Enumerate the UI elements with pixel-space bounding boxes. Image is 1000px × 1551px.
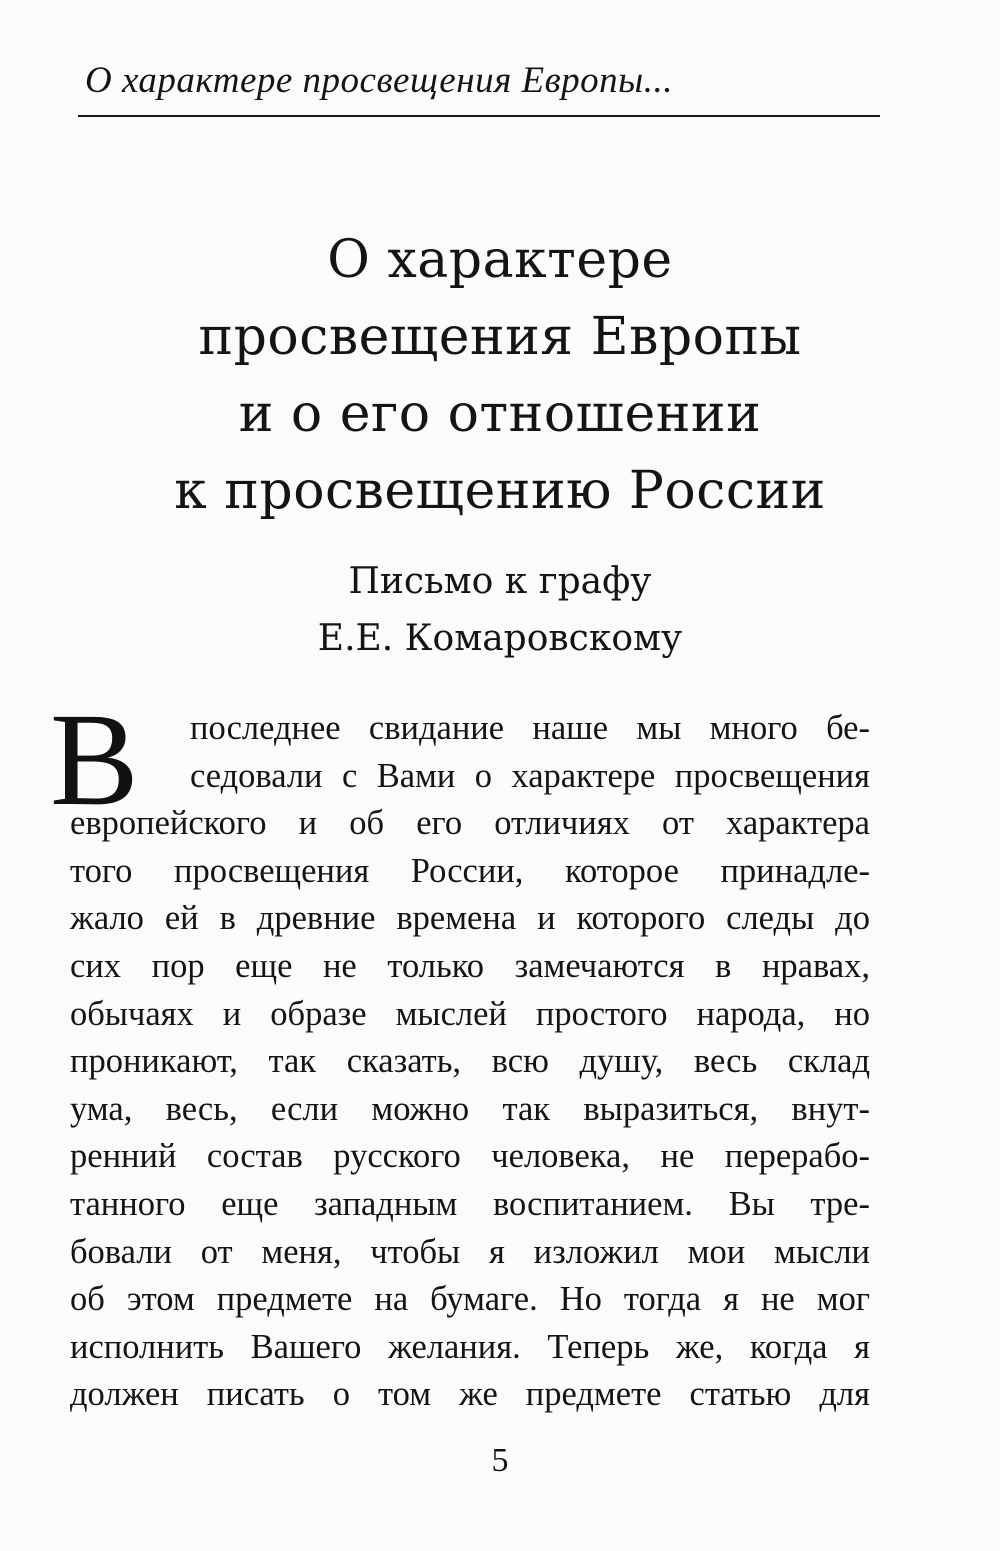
chapter-title <box>60 222 940 530</box>
text-line: сих пор еще не только замечаются в нравах, <box>70 946 870 985</box>
text-line: последнее свидание наше мы много бе- <box>190 709 870 747</box>
text-line: обычаях и образе мыслей простого народа, но <box>70 994 870 1033</box>
chapter-title-line: и о его отношении <box>238 384 762 444</box>
text-line: должен писать о том же предмете статью для <box>70 1375 870 1414</box>
running-header: О характере просвещения Европы... <box>85 60 673 101</box>
chapter-subtitle-line: Е.Е. Комаровскому <box>317 618 683 659</box>
chapter-title-line: просвещения Европы <box>198 307 802 367</box>
chapter-title-line: О характере <box>327 230 673 290</box>
text-line: того просвещения России, которое принадле- <box>70 851 870 890</box>
chapter-title-line: к просвещению России <box>174 461 826 521</box>
drop-cap: В <box>50 685 139 833</box>
text-line: проникают, так сказать, всю душу, весь склад <box>70 1042 870 1081</box>
text-line: об этом предмете на бумаге. Но тогда я не мог <box>70 1280 870 1319</box>
text-line: ренний состав русского человека, не перерабо- <box>70 1137 870 1176</box>
text-line: седовали с Вами о характере просвещения <box>190 756 870 795</box>
text-line: бовали от меня, чтобы я изложил мои мысли <box>70 1232 870 1271</box>
text-line: жало ей в древние времена и которого следы до <box>70 899 870 938</box>
chapter-subtitle-line: Письмо к графу <box>348 561 652 602</box>
text-line: танного еще западным воспитанием. Вы тре- <box>70 1184 870 1223</box>
text-line: ума, весь, если можно так выразиться, внут- <box>70 1089 870 1128</box>
page-number: 5 <box>491 1442 509 1479</box>
body-text <box>70 705 870 1419</box>
text-line: исполнить Вашего желания. Теперь же, когда я <box>70 1327 870 1366</box>
chapter-subtitle <box>60 553 940 667</box>
header-divider <box>78 115 880 117</box>
text-line: европейского и об его отличиях от характера <box>70 804 870 843</box>
